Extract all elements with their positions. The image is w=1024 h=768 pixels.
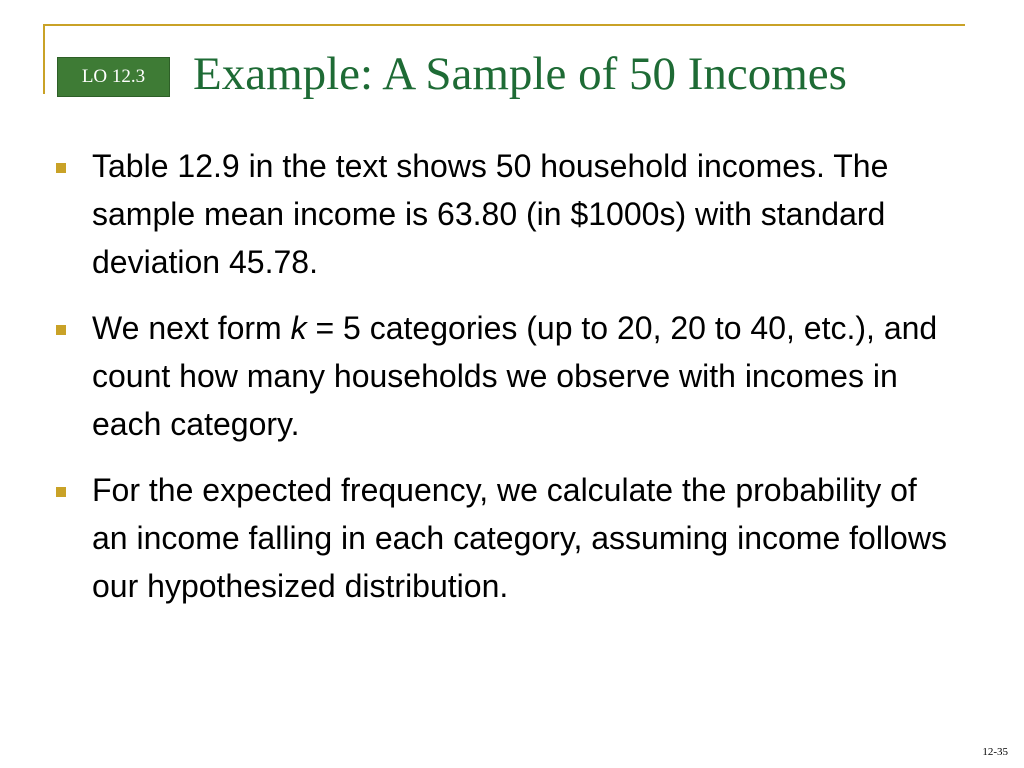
variable-k: k [290,310,307,346]
bullet-item-3 [56,466,956,610]
slide-title: Example: A Sample of 50 Incomes [193,48,847,100]
square-bullet-icon [56,163,66,173]
bullet-text-2-start: We next form [92,310,291,346]
square-bullet-icon [56,487,66,497]
bullet-text-2 [92,304,956,448]
bullet-text-1: Table 12.9 in the text shows 50 household incomes. The sample mean income is 63.80 (in $1000s) with standard deviation 45.78. [92,148,889,280]
bullet-item-1 [56,142,956,286]
square-bullet-icon [56,325,66,335]
bullet-text-2-end: = 5 categories (up to 20, 20 to 40, etc.), and count how many households we observe with incomes in each category. [92,310,938,442]
bullet-text-3: For the expected frequency, we calculate the probability of an income falling in each category, assuming income follows our hypothesized distribution. [92,472,947,604]
frame-top-rule [43,24,965,26]
bullet-list [56,142,956,628]
bullet-item-2 [56,304,956,448]
slide-number: 12-35 [982,746,1008,758]
frame-left-rule [43,24,45,94]
learning-objective-badge: LO 12.3 [57,57,170,97]
